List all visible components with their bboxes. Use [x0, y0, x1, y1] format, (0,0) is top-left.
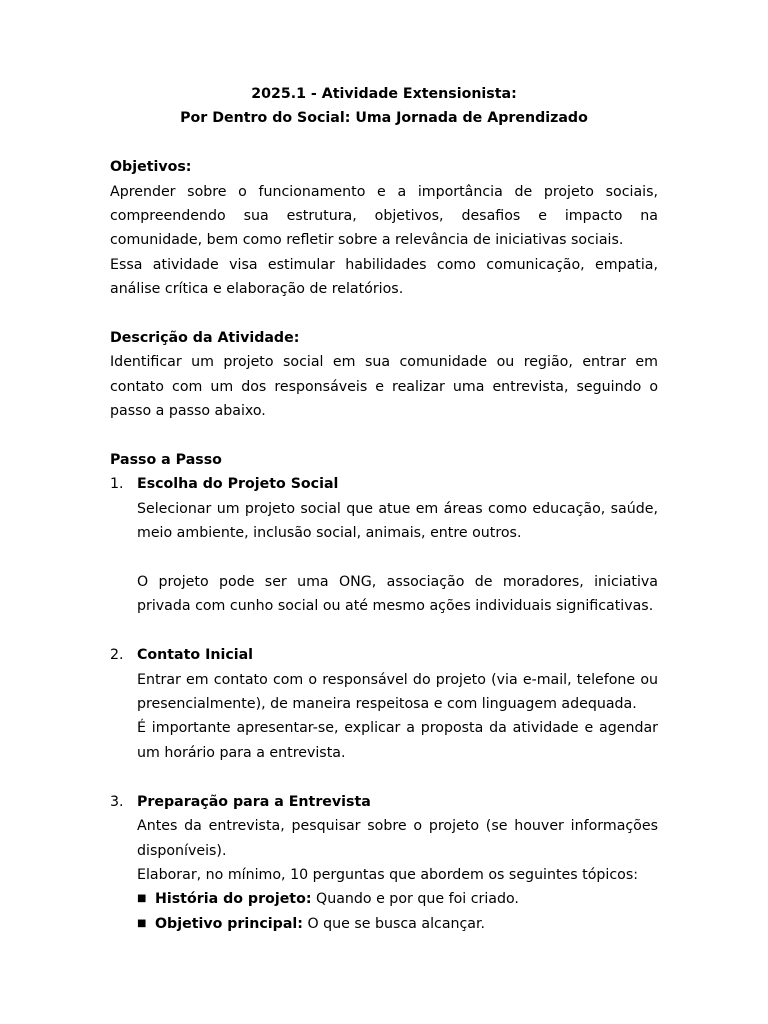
list-item-text: O que se busca alcançar.	[307, 915, 486, 932]
document-title-line-1: 2025.1 - Atividade Extensionista:	[251, 86, 517, 102]
step-1	[110, 472, 658, 618]
objetivos-heading: Objetivos:	[110, 159, 192, 176]
step-number: 2.	[110, 647, 124, 664]
list-item	[137, 912, 658, 936]
objetivos-paragraph-2: Essa atividade visa estimular habilidades como comunicação, empatia, análise crítica e elaboração de relatórios.	[110, 256, 658, 298]
descricao-heading: Descrição da Atividade:	[110, 330, 300, 347]
passo-a-passo-heading: Passo a Passo	[110, 452, 222, 469]
step-number: 1.	[110, 476, 124, 493]
spacer	[110, 302, 658, 326]
step-2	[110, 643, 658, 765]
step-number: 3.	[110, 793, 124, 810]
step-paragraph: O projeto pode ser uma ONG, associação de moradores, iniciativa privada com cunho social ou até mesmo ações individuais significativas.	[137, 574, 658, 615]
step-paragraph: Elaborar, no mínimo, 10 perguntas que abordem os seguintes tópicos:	[137, 866, 639, 883]
step-paragraph: Antes da entrevista, pesquisar sobre o projeto (se houver informações disponíveis).	[137, 818, 658, 859]
square-bullet-icon: ■	[137, 893, 147, 905]
step-title: Contato Inicial	[137, 647, 254, 664]
spacer	[110, 619, 658, 643]
step-3	[110, 790, 658, 936]
document-title-line-2: Por Dentro do Social: Uma Jornada de Aprendizado	[180, 110, 588, 127]
spacer	[137, 546, 658, 570]
square-bullet-icon: ■	[137, 917, 147, 929]
topics-list	[137, 887, 658, 936]
step-title: Escolha do Projeto Social	[137, 476, 339, 493]
spacer	[110, 131, 658, 155]
list-item-label: História do projeto:	[155, 891, 312, 908]
list-item	[137, 887, 658, 911]
list-item-label: Objetivo principal:	[155, 915, 303, 932]
list-item-text: Quando e por que foi criado.	[316, 891, 519, 908]
step-paragraph: Entrar em contato com o responsável do projeto (via e-mail, telefone ou presencialmente), de maneira respeitosa e com linguagem adequada.	[137, 671, 658, 713]
objetivos-paragraph-1: Aprender sobre o funcionamento e a importância de projeto sociais, compreendendo sua estrutura, objetivos, desafios e impacto na comunidade, bem como refletir sobre a relevância de iniciativas sociais.	[110, 183, 658, 249]
descricao-paragraph: Identificar um projeto social em sua comunidade ou região, entrar em contato com um dos responsáveis e realizar uma entrevista, seguindo o passo a passo abaixo.	[110, 354, 658, 420]
step-title: Preparação para a Entrevista	[137, 793, 371, 810]
step-paragraph: É importante apresentar-se, explicar a proposta da atividade e agendar um horário para a entrevista.	[137, 720, 658, 761]
spacer	[110, 424, 658, 448]
step-paragraph: Selecionar um projeto social que atue em áreas como educação, saúde, meio ambiente, inclusão social, animais, entre outros.	[137, 500, 658, 542]
spacer	[110, 765, 658, 789]
document-page	[110, 82, 658, 936]
